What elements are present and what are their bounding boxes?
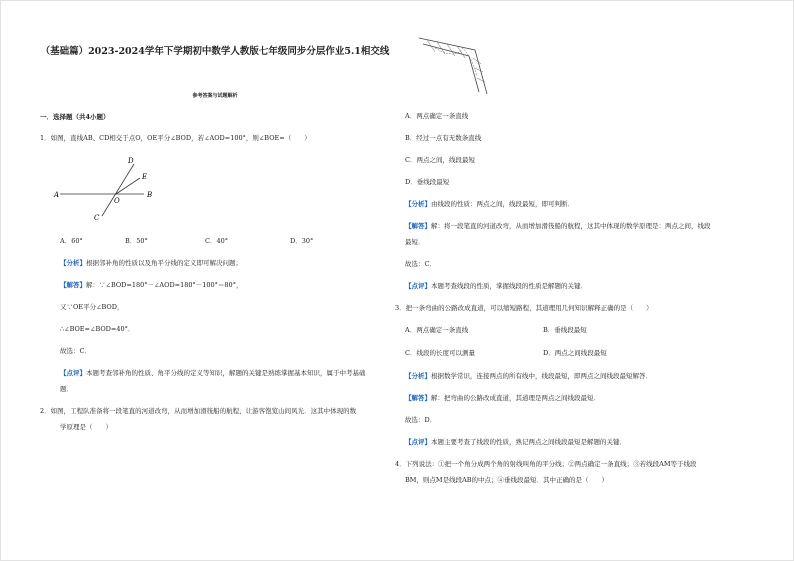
ray-oe xyxy=(116,178,140,194)
section-heading: 一．选择题（共4小题） xyxy=(40,113,110,121)
q3-option-d[interactable]: D．两点之间线段最短 xyxy=(543,349,607,357)
analysis-text: 根据数学常识，连接两点的所有线中，线段最短，即两点之间线段最短解答． xyxy=(431,372,652,380)
answer-tag: 【解答】 xyxy=(405,394,431,402)
q4-stem-line-1: 4．下列说法：①把一个角分成两个角的射线叫角的平分线；②两点确定一条直线；③若线段AM等于线段 xyxy=(395,460,697,468)
answer-text: 解：将一段笔直的河道改弯，从而增加滑筏船的航程，这其中体现的数学原理是：两点之间，线段 xyxy=(431,222,711,230)
q1-comment xyxy=(60,368,366,378)
q1-analysis xyxy=(60,258,242,268)
label-d: D xyxy=(128,157,134,165)
q1-stem: 1．如图，直线AB、CD相交于点O，OE平分∠BOD，若∠AOD=100°，则∠BOE=（ ） xyxy=(40,134,311,142)
q2-choice: 故选：C． xyxy=(405,260,436,268)
label-c: C xyxy=(94,214,100,222)
q1-option-c[interactable]: C．40° xyxy=(205,237,228,245)
q1-answer-line-1 xyxy=(60,280,242,290)
q1-comment-cont: 题． xyxy=(60,385,73,393)
q2-option-b[interactable]: B．经过一点有无数条直线 xyxy=(405,134,482,142)
q3-stem: 3．把一条弯曲的公路改成直道，可以缩短路程，其道理用几何知识解释正确的是（ ） xyxy=(395,304,653,312)
label-e: E xyxy=(142,173,148,181)
left-column xyxy=(30,0,390,561)
line-cd xyxy=(102,164,134,216)
q3-comment xyxy=(405,437,626,447)
q3-option-a[interactable]: A．两点确定一条直线 xyxy=(405,326,469,334)
analysis-text: 由线段的性质：两点之间，线段最短，即可判断． xyxy=(431,200,574,208)
answer-tag: 【解答】 xyxy=(405,222,431,230)
q2-answer-line-1 xyxy=(405,221,711,231)
comment-text: 本题主要考查了线段的性质，熟记两点之间线段最短是解题的关键． xyxy=(431,438,626,446)
comment-tag: 【点评】 xyxy=(405,282,431,290)
q1-option-d[interactable]: D．30° xyxy=(290,237,314,245)
q3-answer xyxy=(405,393,600,403)
analysis-tag: 【分析】 xyxy=(405,200,431,208)
comment-tag: 【点评】 xyxy=(405,438,431,446)
q1-option-b[interactable]: B．50° xyxy=(125,237,148,245)
river-bank-outer xyxy=(419,38,487,94)
q3-option-c[interactable]: C．线段的长度可以测量 xyxy=(405,349,475,357)
q3-choice: 故选：D． xyxy=(405,416,437,424)
q1-answer-line-3: ∴∠BOE=∠BOD=40°． xyxy=(60,325,135,333)
label-o: O xyxy=(114,197,120,205)
answer-text: 解：把弯曲的公路改成直道，其道理是两点之间线段最短． xyxy=(431,394,600,402)
document-title: （基础篇）2023-2024学年下学期初中数学人教版七年级同步分层作业5.1相交线 xyxy=(40,46,390,57)
q3-analysis xyxy=(405,371,652,381)
q2-analysis xyxy=(405,199,574,209)
answer-text: 解：∵∠BOD=180°－∠AOD=180°－100°＝80°， xyxy=(86,281,243,289)
label-b: B xyxy=(147,191,153,199)
river-bank-inner xyxy=(423,44,479,92)
comment-text: 本题考查邻补角的性质、角平分线的定义等知识，解题的关键是熟练掌握基本知识，属于中考基础 xyxy=(86,369,366,377)
q2-river-figure xyxy=(415,30,495,98)
q4-stem-line-2: BM，则点M是线段AB的中点；④垂线段最短．其中正确的是（ ） xyxy=(405,476,609,484)
analysis-tag: 【分析】 xyxy=(405,372,431,380)
q2-stem-line-2: 学原理是（ ） xyxy=(60,423,112,431)
q2-option-d[interactable]: D．垂线段最短 xyxy=(405,178,450,186)
q1-choice: 故选：C． xyxy=(60,347,91,355)
right-column xyxy=(395,0,765,561)
comment-text: 本题考查线段的性质，掌握线段的性质是解题的关键． xyxy=(431,282,587,290)
q2-answer-line-2: 最短． xyxy=(405,238,425,246)
answer-tag: 【解答】 xyxy=(60,281,86,289)
comment-tag: 【点评】 xyxy=(60,369,86,377)
analysis-text: 根据邻补角的性质以及角平分线的定义即可解决问题； xyxy=(86,259,242,267)
q3-option-b[interactable]: B．垂线段最短 xyxy=(543,326,587,334)
q1-answer-line-2: 又∵OE平分∠BOD， xyxy=(60,303,124,311)
q2-option-c[interactable]: C．两点之间，线段最短 xyxy=(405,156,475,164)
document-subtitle: 参考答案与试题解析 xyxy=(192,93,238,99)
q2-comment xyxy=(405,281,587,291)
label-a: A xyxy=(54,191,60,199)
q2-option-a[interactable]: A．两点确定一条直线 xyxy=(405,112,469,120)
q1-figure xyxy=(52,154,162,224)
q2-stem-line-1: 2．如图，工程队准备将一段笔直的河道改弯，从而增加滑筏船的航程，让游客饱览山间风光．这其中体现的数 xyxy=(40,407,357,415)
q1-option-a[interactable]: A．60° xyxy=(60,237,83,245)
analysis-tag: 【分析】 xyxy=(60,259,86,267)
